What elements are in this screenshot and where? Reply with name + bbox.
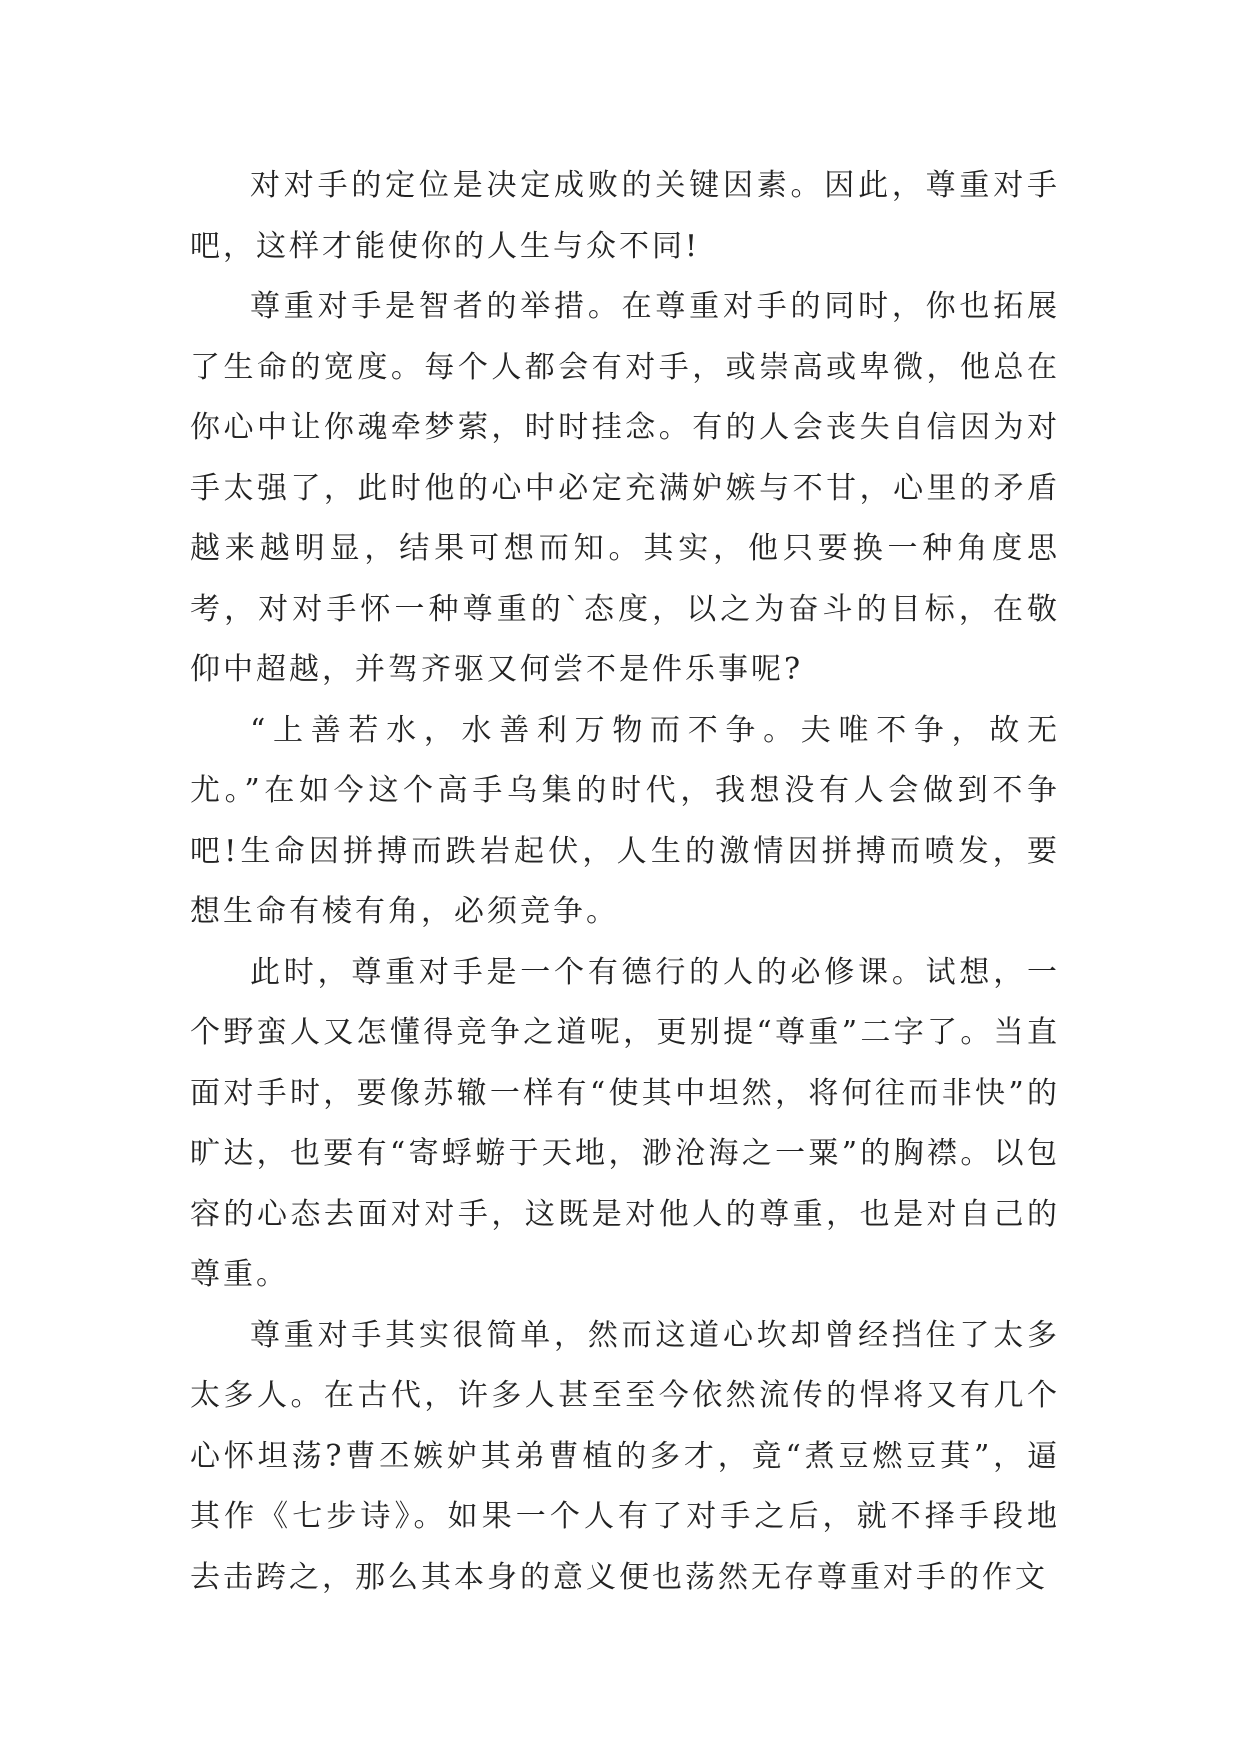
paragraph-1: 对对手的定位是决定成败的关键因素。因此，尊重对手吧，这样才能使你的人生与众不同! — [190, 168, 1060, 264]
paragraph-2: 尊重对手是智者的举措。在尊重对手的同时，你也拓展了生命的宽度。每个人都会有对手，或崇高或卑微，他总在你心中让你魂牵梦萦，时时挂念。有的人会丧失自信因为对手太强了，此时他的心中必定充满妒嫉与不甘，心里的矛盾越来越明显，结果可想而知。其实，他只要换一种角度思考，对对手怀一种尊重的`态度，以之为奋斗的目标，在敬仰中超越，并驾齐驱又何尝不是件乐事呢? — [190, 289, 1060, 687]
essay-body — [190, 156, 1060, 1608]
paragraph-3: “上善若水，水善利万物而不争。夫唯不争，故无尤。”在如今这个高手乌集的时代，我想没有人会做到不争吧!生命因拼搏而跌岩起伏，人生的激情因拼搏而喷发，要想生命有棱有角，必须竞争。 — [190, 712, 1060, 929]
paragraph-4: 此时，尊重对手是一个有德行的人的必修课。试想，一个野蛮人又怎懂得竞争之道呢，更别提“尊重”二字了。当直面对手时，要像苏辙一样有“使其中坦然，将何往而非快”的旷达，也要有“寄蜉蝣于天地，渺沧海之一粟”的胸襟。以包容的心态去面对对手，这既是对他人的尊重，也是对自己的尊重。 — [190, 954, 1060, 1292]
paragraph-5: 尊重对手其实很简单，然而这道心坎却曾经挡住了太多太多人。在古代，许多人甚至至今依然流传的悍将又有几个心怀坦荡?曹丕嫉妒其弟曹植的多才，竟“煮豆燃豆萁”，逼其作《七步诗》。如果一个人有了对手之后，就不择手段地去击跨之，那么其本身的意义便也荡然无存尊重对手的作文 — [190, 1317, 1060, 1595]
